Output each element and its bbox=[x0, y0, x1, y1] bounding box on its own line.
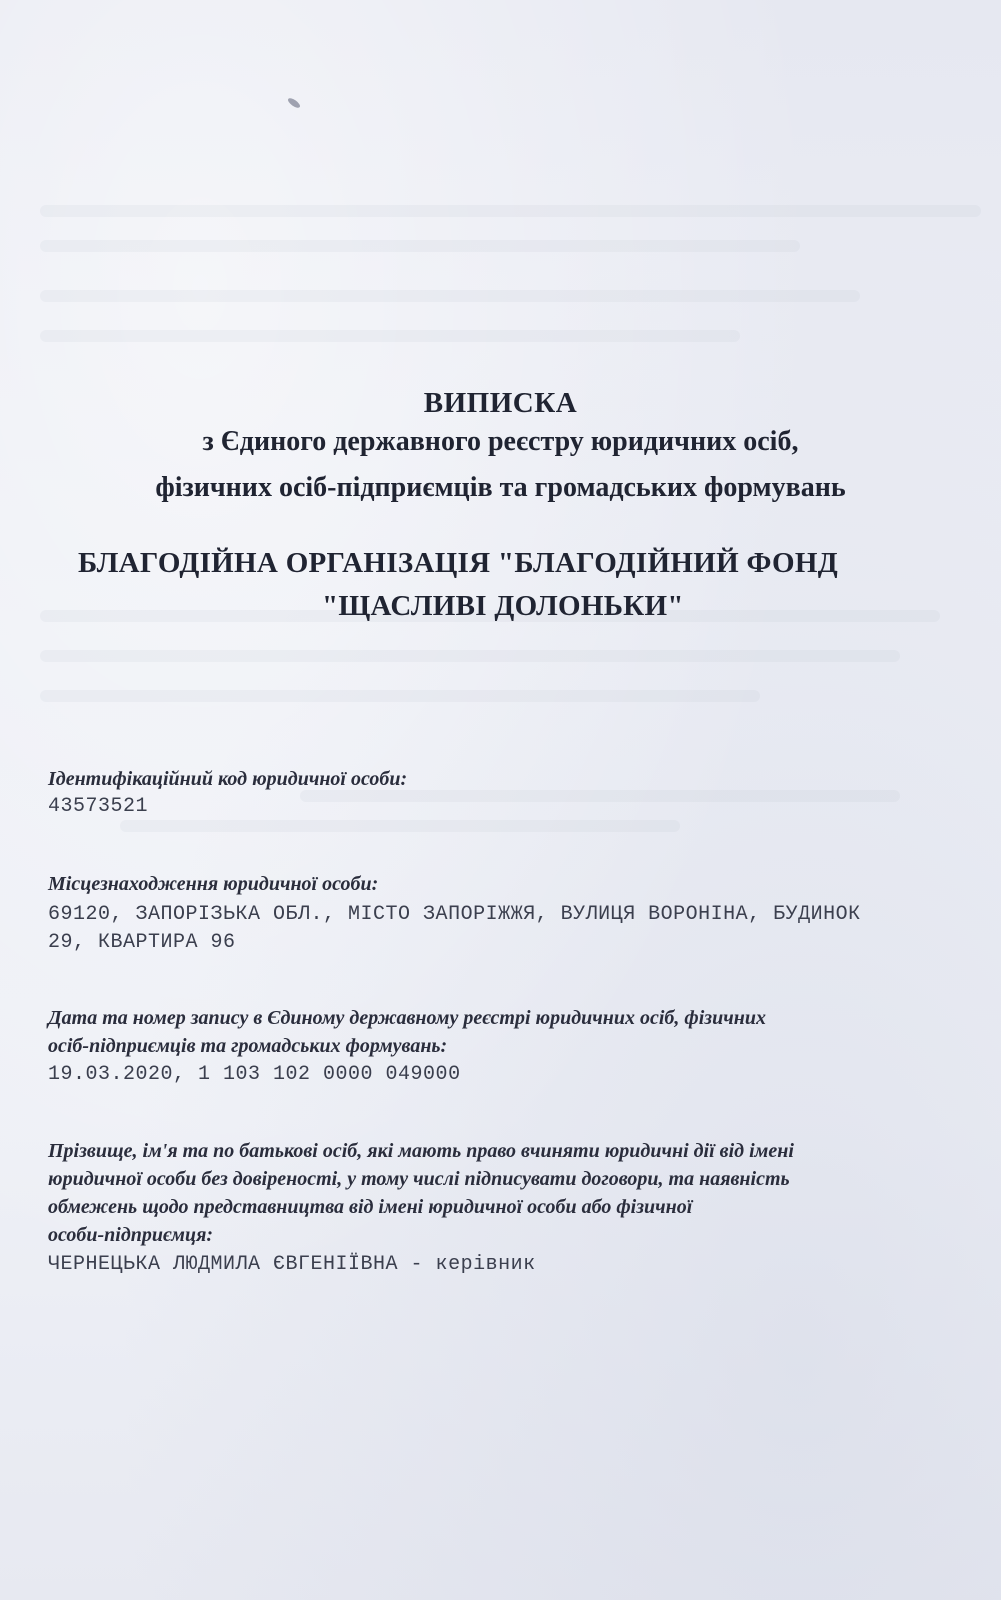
document-subtitle-line2: фізичних осіб-підприємців та громадських формувань bbox=[155, 472, 846, 503]
registration-record-label bbox=[48, 1004, 988, 1060]
registration-record-label-line2: осіб-підприємців та громадських формувань: bbox=[48, 1035, 448, 1057]
location-value-line1: 69120, ЗАПОРІЗЬКА ОБЛ., МІСТО ЗАПОРІЖЖЯ, ВУЛИЦЯ ВОРОНІНА, БУДИНОК bbox=[48, 903, 861, 926]
identification-code-value: 43573521 bbox=[48, 795, 149, 818]
identification-code-label: Ідентифікаційний код юридичної особи: bbox=[48, 768, 408, 790]
authorized-persons-label-line3: обмежень щодо представництва від імені юридичної особи або фізичної bbox=[48, 1196, 693, 1218]
authorized-persons-label-line1: Прізвище, ім'я та по батькові осіб, які мають право вчиняти юридичні дії від імені bbox=[48, 1140, 794, 1162]
authorized-persons-label-line2: юридичної особи без довіреності, у тому числі підписувати договори, та наявність bbox=[48, 1168, 790, 1190]
location-label: Місцезнаходження юридичної особи: bbox=[48, 873, 379, 895]
location-value-line2: 29, КВАРТИРА 96 bbox=[48, 931, 236, 954]
authorized-persons-label bbox=[48, 1137, 988, 1249]
authorized-persons-label-line4: особи-підприємця: bbox=[48, 1224, 214, 1246]
authorized-persons-value: ЧЕРНЕЦЬКА ЛЮДМИЛА ЄВГЕНІЇВНА - керівник bbox=[48, 1253, 536, 1276]
organization-name-line2: "ЩАСЛИВІ ДОЛОНЬКИ" bbox=[322, 590, 684, 622]
document-subtitle-line1: з Єдиного державного реєстру юридичних осіб, bbox=[202, 426, 799, 457]
registration-record-value: 19.03.2020, 1 103 102 0000 049000 bbox=[48, 1063, 461, 1086]
document-title: ВИПИСКА bbox=[423, 387, 578, 419]
registration-record-label-line1: Дата та номер запису в Єдиному державному реєстрі юридичних осіб, фізичних bbox=[48, 1007, 766, 1029]
organization-name-line1: БЛАГОДІЙНА ОРГАНІЗАЦІЯ "БЛАГОДІЙНИЙ ФОНД bbox=[78, 547, 839, 579]
